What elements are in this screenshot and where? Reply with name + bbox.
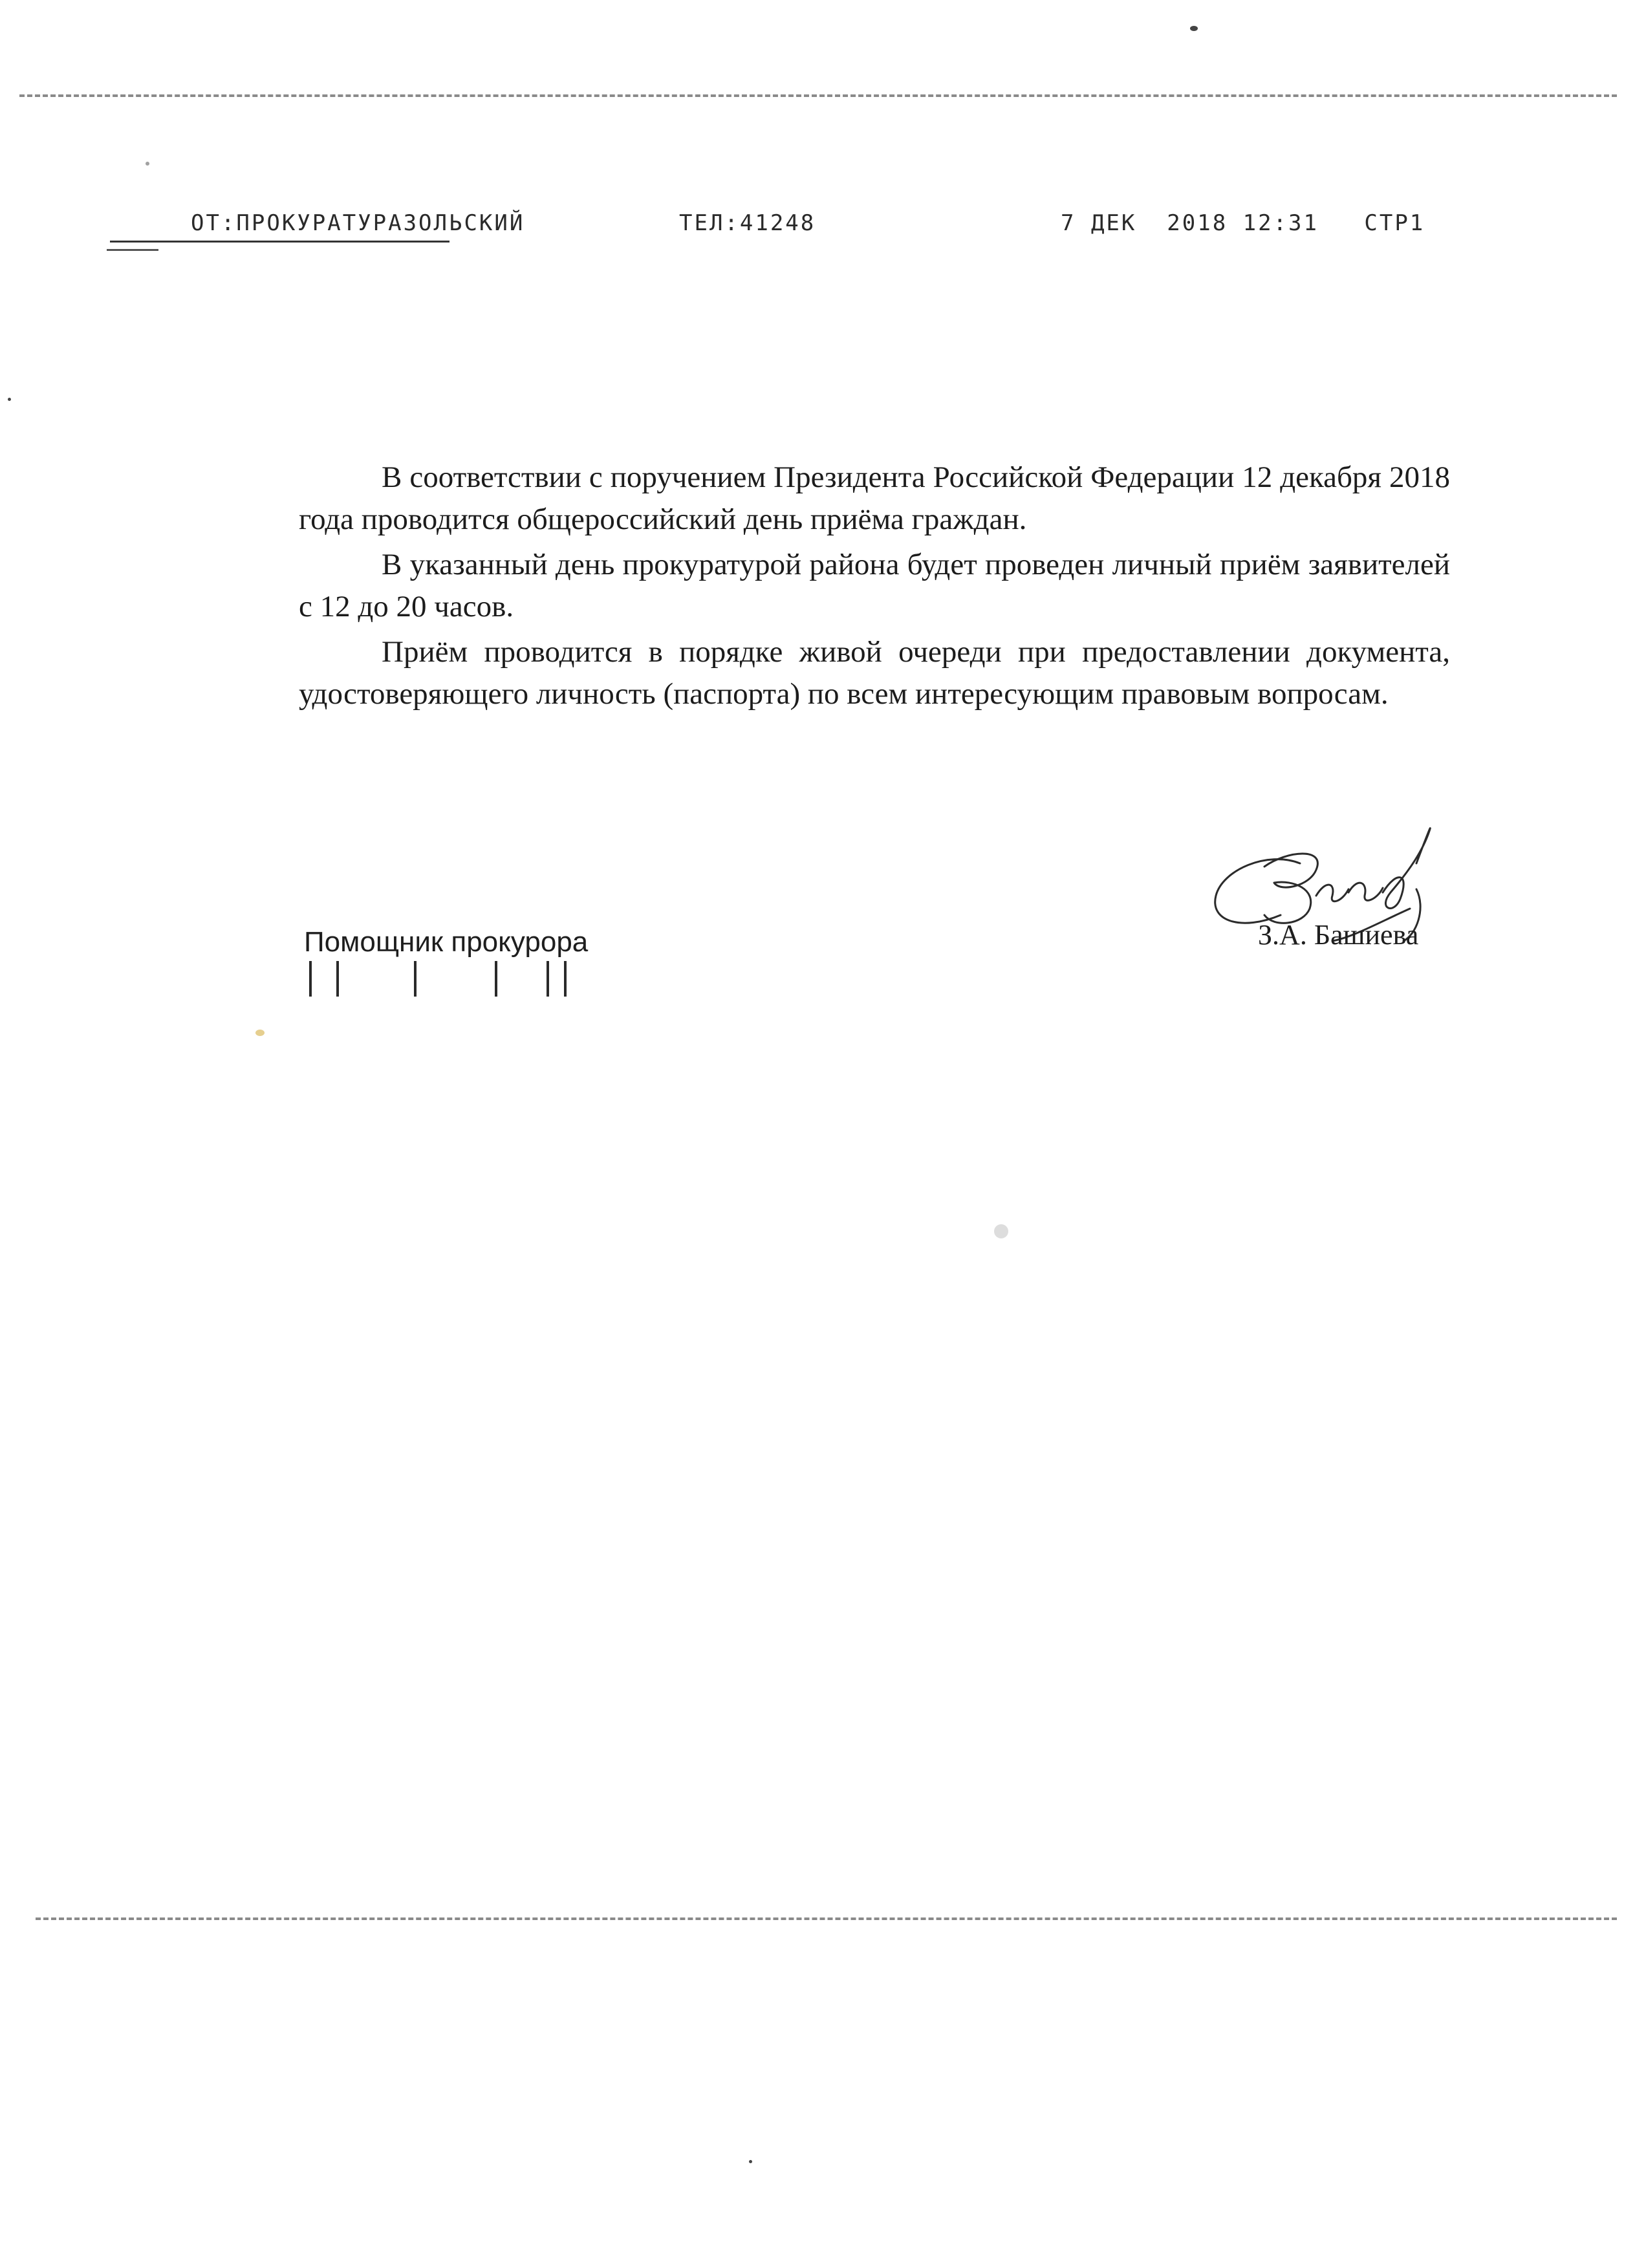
scan-artifact-bar	[495, 961, 497, 997]
fax-top-perforation	[19, 94, 1617, 97]
scan-speck	[1190, 26, 1198, 31]
signer-name: З.А. Башиева	[1258, 919, 1419, 951]
scan-artifact-bar	[547, 961, 549, 997]
fax-from-underline	[110, 241, 449, 243]
fax-from: ОТ:ПРОКУРАТУРАЗОЛЬСКИЙ	[191, 210, 525, 236]
paragraph-3: Приём проводится в порядке живой очереди при предоставлении документа, удостоверяющего личность (паспорта) по всем интересующим правовым вопросам.	[299, 635, 1450, 711]
letter-body	[299, 457, 1450, 718]
paragraph-1: В соответствии с поручением Президента Российской Федерации 12 декабря 2018 года проводится общероссийский день приёма граждан.	[299, 460, 1450, 536]
scan-speck	[146, 162, 149, 166]
scan-speck	[255, 1030, 265, 1036]
scan-artifact-bar	[414, 961, 417, 997]
fax-from-underline-mark	[107, 249, 158, 251]
scan-artifact-bar	[336, 961, 339, 997]
signer-position: Помощник прокурора	[304, 926, 589, 958]
fax-tel: ТЕЛ:41248	[679, 210, 816, 236]
fax-bottom-perforation	[36, 1917, 1617, 1920]
scan-speck	[8, 398, 11, 401]
scan-speck	[749, 2160, 752, 2163]
scan-artifact-bar	[309, 961, 312, 997]
paragraph-2: В указанный день прокуратурой района будет проведен личный приём заявителей с 12 до 20 часов.	[299, 548, 1450, 623]
fax-datetime: 7 ДЕК 2018 12:31 СТР1	[1061, 210, 1425, 236]
scan-artifact-bar	[564, 961, 567, 997]
scan-speck	[994, 1224, 1008, 1238]
